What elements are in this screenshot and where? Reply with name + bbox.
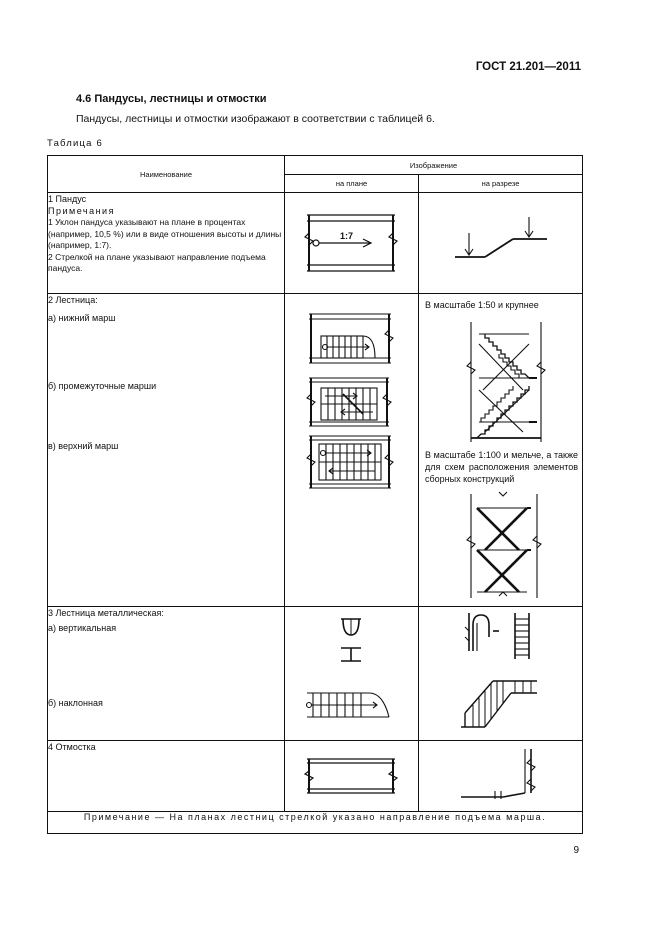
ramp-note-2: 2 Стрелкой на плане указывают направление подъема пандуса.	[48, 251, 266, 273]
stair-scale-large: В масштабе 1:50 и крупнее	[425, 300, 539, 310]
document-code: ГОСТ 21.201—2011	[475, 61, 581, 73]
metal-stair-title: 3 Лестница металлическая:	[48, 608, 164, 618]
metal-stair-item-a: а) вертикальная	[48, 623, 117, 633]
blind-area-plan-drawing	[285, 741, 419, 811]
stair-section-small	[419, 488, 583, 600]
blind-area-section-drawing	[419, 741, 583, 811]
table-6	[47, 155, 583, 834]
stair-scale-small: В масштабе 1:100 и мельче, а также для схем расположения элементов сборных конструкций	[425, 450, 578, 484]
ramp-note-1: 1 Уклон пандуса указывают на плане в процентах (например, 10,5 %) или в виде отношения высоты и длины (например, 1:7).	[48, 217, 282, 250]
table-row	[48, 607, 583, 741]
stair-title: 2 Лестница:	[48, 295, 98, 305]
table-row	[48, 294, 583, 607]
header-image: Изображение	[285, 156, 583, 175]
stair-lower-plan	[309, 314, 393, 363]
section-intro: Пандусы, лестницы и отмостки изображают в соответствии с таблицей 6.	[76, 113, 435, 125]
blind-area-title: 4 Отмостка	[48, 742, 96, 752]
ramp-notes-label: Примечания	[48, 206, 115, 216]
stair-section-large	[419, 314, 583, 444]
metal-stair-item-b: б) наклонная	[48, 698, 103, 708]
table-row	[48, 193, 583, 294]
header-section: на разрезе	[419, 175, 583, 193]
stair-item-c: в) верхний марш	[48, 441, 119, 451]
stair-plan-drawings	[285, 294, 419, 606]
page-number: 9	[573, 845, 579, 856]
table-row	[48, 741, 583, 812]
table-row	[48, 812, 583, 834]
stair-middle-plan	[307, 378, 391, 426]
stair-upper-plan	[307, 436, 393, 488]
ramp-title: 1 Пандус	[48, 194, 87, 204]
metal-stair-section-drawings	[419, 607, 583, 740]
ramp-plan-drawing	[285, 193, 419, 293]
ramp-section-drawing	[419, 193, 583, 293]
metal-stair-plan-drawings	[285, 607, 419, 740]
stair-item-a: а) нижний марш	[48, 313, 116, 323]
table-caption: Таблица 6	[47, 138, 103, 149]
header-name: Наименование	[48, 156, 285, 193]
ramp-slope-label: 1:7	[340, 231, 354, 241]
header-plan: на плане	[285, 175, 419, 193]
table-footnote: Примечание — На планах лестниц стрелкой указано направление подъема марша.	[83, 812, 547, 822]
stair-item-b: б) промежуточные марши	[48, 381, 157, 391]
section-title: 4.6 Пандусы, лестницы и отмостки	[76, 93, 267, 105]
